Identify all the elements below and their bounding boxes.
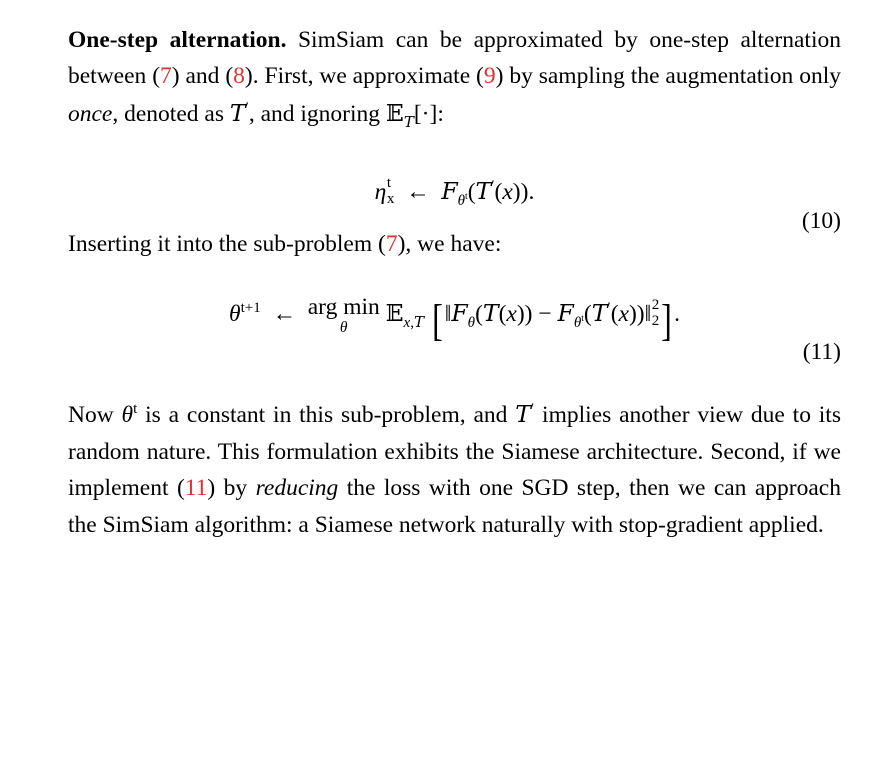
paragraph-text-part: Now bbox=[68, 402, 122, 429]
paragraph-text-part: : bbox=[437, 100, 444, 127]
paragraph-text-part: , and ignoring bbox=[248, 100, 386, 127]
paragraph-text-part: ) by sampling the augmentation only bbox=[495, 63, 841, 90]
emphasis-once: once bbox=[68, 100, 113, 127]
paragraph-text-part: ). First, we approximate ( bbox=[244, 63, 484, 90]
paragraph-text-part: , denoted as bbox=[112, 100, 230, 127]
inline-math-expectation-T: 𝔼$_T$[·] bbox=[385, 98, 438, 131]
equation-reference-7[interactable]: 7 bbox=[160, 63, 172, 90]
paragraph-text-part: SimSiam can be approximated by one-step alternation between ( bbox=[68, 27, 841, 90]
equation-11-row bbox=[68, 294, 841, 345]
equation-reference-9[interactable]: 9 bbox=[483, 63, 496, 90]
equation-10-row bbox=[68, 176, 841, 208]
inline-math-calT-prime-2: T′ bbox=[515, 400, 535, 429]
paragraph-text-part: ), we have: bbox=[397, 230, 502, 257]
emphasis-reducing: reducing bbox=[255, 475, 339, 502]
equation-reference-11[interactable]: 11 bbox=[184, 475, 208, 502]
equation-11-body: $\theta^{t+1}$ ← arg min θ 𝔼$_{x,T}$ [‖ $F_\theta(T(x))$ − $F_{\theta^t}(T'(x))‖$ 2 2 ]. bbox=[229, 294, 680, 345]
vertical-spacer bbox=[68, 366, 841, 396]
equation-11 bbox=[68, 296, 841, 366]
paragraph-now-theta bbox=[68, 396, 841, 543]
equation-10 bbox=[68, 175, 841, 234]
arg-min-operator: arg min θ bbox=[307, 294, 380, 336]
paragraph-lead-in: One-step alternation. bbox=[68, 27, 287, 53]
paragraph-text-part: ) by bbox=[207, 475, 256, 502]
paragraph-one-step-alternation bbox=[68, 22, 841, 132]
equation-reference-8[interactable]: 8 bbox=[233, 63, 245, 90]
paragraph-inserting bbox=[68, 226, 841, 262]
paragraph-text-part: the loss with one SGD step, then we can approach the SimSiam algorithm: a Siamese network naturally with stop-gradient applied. bbox=[68, 475, 841, 538]
equation-11-tag: (11) bbox=[802, 339, 841, 366]
inline-math-calT-prime: T′ bbox=[229, 98, 249, 127]
paragraph-text-part: Inserting it into the sub-problem ( bbox=[68, 230, 386, 257]
equation-10-tag: (10) bbox=[801, 207, 841, 234]
inline-math-theta-t: $\theta^t$ bbox=[121, 401, 138, 429]
paragraph-text-part: implies another view due to its random nature. This formulation exhibits the Siamese architecture. Second, if we implement ( bbox=[68, 402, 841, 502]
paragraph-text-part: ) and ( bbox=[171, 63, 234, 90]
equation-10-body: η t x ← $F_{\theta^t}(T'(x))$. bbox=[374, 175, 535, 209]
equation-reference-7b[interactable]: 7 bbox=[385, 230, 398, 257]
paragraph-text-part: is a constant in this sub-problem, and bbox=[137, 402, 516, 429]
